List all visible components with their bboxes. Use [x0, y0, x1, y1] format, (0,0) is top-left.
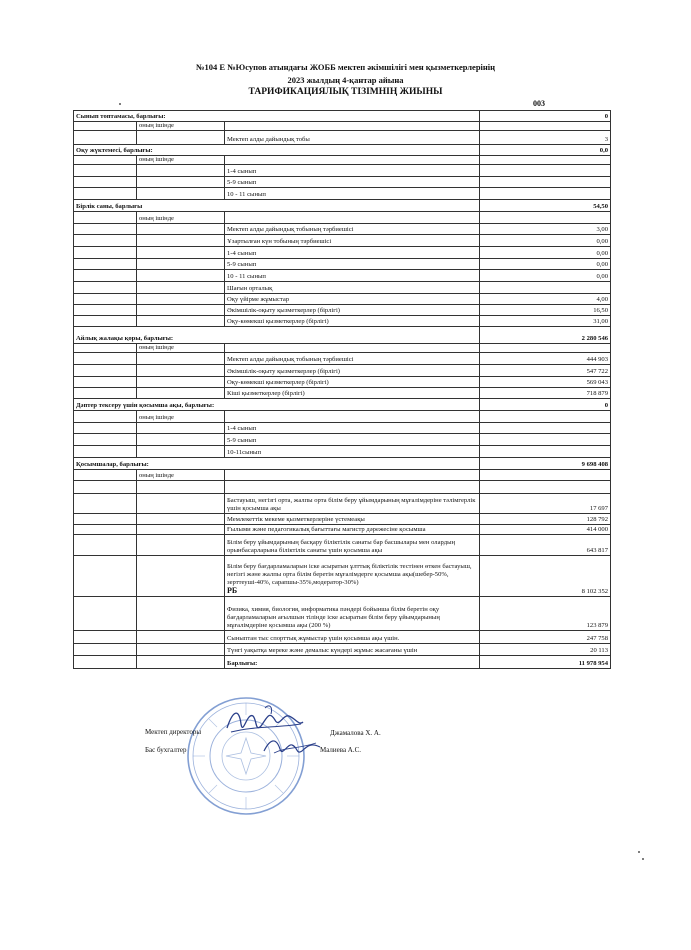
indent-cell: [137, 235, 225, 247]
row-label: [225, 481, 480, 494]
row-label-text: Мектеп алды дайындық тобы: [227, 136, 310, 143]
row-value: [480, 446, 611, 458]
table-row: [74, 165, 611, 177]
table-row: [74, 259, 611, 270]
table-row: [74, 644, 611, 656]
accountant-name: Малиева А.С.: [320, 746, 362, 754]
indent-cell: [137, 434, 225, 446]
row-label: [225, 165, 480, 177]
row-value: 123 879: [480, 597, 611, 631]
row-value: 8 102 352: [480, 556, 611, 597]
section-value: 9 698 408: [480, 458, 611, 470]
section-value: 0: [480, 111, 611, 122]
row-value: 0,00: [480, 247, 611, 259]
row-label: [225, 514, 480, 525]
table-row: [74, 631, 611, 644]
indent-cell: [137, 365, 225, 377]
subheader-row: [74, 122, 611, 131]
table-row: [74, 365, 611, 377]
subheader-row: [74, 156, 611, 165]
indent-cell: [74, 423, 137, 434]
table-row: [74, 514, 611, 525]
row-value: 718 879: [480, 388, 611, 399]
row-label-text: 10-11сынып: [227, 449, 261, 456]
row-value: 547 722: [480, 365, 611, 377]
indent-cell: [74, 177, 137, 188]
indent-cell: [137, 177, 225, 188]
indent-cell: [137, 525, 225, 535]
row-label-text: Білім беру ұйымдарының басқару біліктілік санаты бар басшылары мен олардың орынбасарларына біліктілік санаты үшін қосымша ақы: [227, 539, 456, 554]
total-label: Барлығы:: [225, 656, 480, 669]
indent-cell: [74, 294, 137, 305]
row-label-text: Әкімшілік-оқыту қызметкерлер (бірлігі): [227, 307, 340, 314]
document-title-line1: №104 Е №Юсупов атындағы ЖОББ мектеп әкімшілігі мен қызметкерлерінің: [195, 62, 496, 72]
section-row: [74, 145, 611, 156]
section-label: Қосымшалар, барлығы:: [74, 458, 480, 470]
indent-cell: [74, 156, 137, 165]
indent-cell: [74, 494, 137, 514]
indent-cell: [137, 656, 225, 669]
row-label: [225, 316, 480, 327]
indent-cell: [74, 247, 137, 259]
row-label-text: Физика, химия, биология, информатика пәндері бойынша білім беретін оқу бағдарламаларын ағылшын тілінде іске асыратын білім беру ұйымдарының мұғалімдеріне қосымша ақы (200 %): [227, 606, 440, 629]
row-value: 569 043: [480, 377, 611, 388]
table-row: [74, 131, 611, 145]
director-name: Джамалова Х. А.: [330, 729, 381, 737]
table-row: [74, 270, 611, 282]
row-label: [225, 224, 480, 235]
indent-cell: [137, 270, 225, 282]
table-row: [74, 305, 611, 316]
indent-cell: [74, 377, 137, 388]
row-value: 16,50: [480, 305, 611, 316]
indent-cell: [137, 556, 225, 597]
indent-cell: [74, 556, 137, 597]
row-label: [225, 131, 480, 145]
row-label-text: Оқу-көмекші қызметкерлер (бірлігі): [227, 318, 329, 325]
row-label: [225, 434, 480, 446]
row-label-text: 1-4 сынып: [227, 168, 257, 175]
empty-cell: [225, 156, 480, 165]
indent-cell: [74, 470, 137, 481]
indent-cell: [137, 305, 225, 316]
tariff-summary-body: [74, 111, 611, 669]
table-row: [74, 556, 611, 597]
row-label: [225, 177, 480, 188]
row-value: 444 903: [480, 353, 611, 365]
section-value: 2 280 546: [480, 327, 611, 344]
empty-cell: [480, 470, 611, 481]
indent-cell: [74, 188, 137, 200]
row-label-text: 10 - 11 сынып: [227, 273, 266, 280]
row-label: [225, 235, 480, 247]
row-label-text: Кіші қызметкерлер (бірлігі): [227, 390, 305, 397]
row-value: [480, 165, 611, 177]
section-row: [74, 458, 611, 470]
indent-cell: [74, 282, 137, 294]
table-row: [74, 446, 611, 458]
empty-cell: [480, 212, 611, 224]
row-label-text: 1-4 сынып: [227, 425, 257, 432]
document-code: 003: [533, 99, 545, 108]
indent-cell: [137, 446, 225, 458]
indent-cell: [74, 122, 137, 131]
empty-cell: [480, 411, 611, 423]
row-label: [225, 556, 480, 597]
row-value: 17 697: [480, 494, 611, 514]
indent-cell: [74, 270, 137, 282]
scan-speck: [642, 858, 644, 860]
table-row: [74, 188, 611, 200]
indent-cell: [137, 423, 225, 434]
empty-cell: [480, 156, 611, 165]
row-label: [225, 282, 480, 294]
document-title-line3: ТАРИФИКАЦИЯЛЫҚ ТІЗІМНІҢ ЖИЫНЫ: [248, 87, 443, 97]
indent-cell: [137, 597, 225, 631]
row-label-text: Түнгі уақытқа мереке және демалыс күндері жұмыс жасағаны үшін: [227, 647, 418, 654]
indent-cell: [137, 188, 225, 200]
row-label: [225, 188, 480, 200]
table-row: [74, 388, 611, 399]
row-value: [480, 434, 611, 446]
row-label-text: Бастауыш, негізгі орта, жалпы орта білім беру ұйымдарының мұғалімдеріне тәлімгерлік үшін қосымша ақы: [227, 497, 476, 512]
total-value: 11 978 954: [480, 656, 611, 669]
accountant-signature-icon: [262, 733, 322, 761]
table-row: [74, 434, 611, 446]
table-row: [74, 377, 611, 388]
section-label: Дәптер тексеру үшін қосымша ақы, барлығы:: [74, 399, 480, 411]
row-label-text: Мектеп алды дайындық тобының тәрбиешісі: [227, 356, 354, 363]
subheader-label: оның ішінде: [137, 344, 225, 353]
subheader-label: оның ішінде: [137, 122, 225, 131]
indent-cell: [74, 514, 137, 525]
indent-cell: [74, 305, 137, 316]
subheader-row: [74, 470, 611, 481]
table-row: [74, 316, 611, 327]
indent-cell: [74, 388, 137, 399]
row-label: [225, 353, 480, 365]
subheader-row: [74, 212, 611, 224]
row-label: [225, 365, 480, 377]
section-value: 0,0: [480, 145, 611, 156]
row-label-text: 5-9 сынып: [227, 179, 257, 186]
row-value: 0,00: [480, 270, 611, 282]
scan-speck: [119, 103, 121, 105]
row-label-text: Әкімшілік-оқыту қызметкерлер (бірлігі): [227, 368, 340, 375]
row-label-text: Ұзартылған күн тобының тәрбиешісі: [227, 238, 332, 245]
indent-cell: [74, 316, 137, 327]
indent-cell: [74, 481, 137, 494]
indent-cell: [74, 597, 137, 631]
section-label: Бірлік саны, барлығы: [74, 200, 480, 212]
row-label: [225, 377, 480, 388]
row-label-text: 5-9 сынып: [227, 261, 257, 268]
indent-cell: [74, 212, 137, 224]
row-label: [225, 535, 480, 556]
empty-cell: [480, 122, 611, 131]
row-value: 4,00: [480, 294, 611, 305]
indent-cell: [74, 353, 137, 365]
row-label-text: Сыныптан тыс спорттық жұмыстар үшін қосымша ақы үшін.: [227, 635, 400, 642]
indent-cell: [137, 224, 225, 235]
row-value: 3: [480, 131, 611, 145]
indent-cell: [74, 631, 137, 644]
empty-cell: [480, 344, 611, 353]
indent-cell: [74, 365, 137, 377]
indent-cell: [137, 316, 225, 327]
table-row: [74, 177, 611, 188]
row-label-text: Ғылыми және педагогикалық бағыттағы магистр дәрежесіне қосымша: [227, 526, 426, 533]
row-label: [225, 388, 480, 399]
empty-cell: [225, 470, 480, 481]
indent-cell: [137, 247, 225, 259]
indent-cell: [74, 344, 137, 353]
subheader-label: оның ішінде: [137, 156, 225, 165]
indent-cell: [137, 131, 225, 145]
row-value: 128 792: [480, 514, 611, 525]
row-value: 3,00: [480, 224, 611, 235]
row-label: [225, 270, 480, 282]
row-label: [225, 631, 480, 644]
row-label: [225, 525, 480, 535]
indent-cell: [74, 131, 137, 145]
table-row: [74, 597, 611, 631]
table-row: [74, 525, 611, 535]
indent-cell: [137, 514, 225, 525]
indent-cell: [74, 165, 137, 177]
row-label-text: Оқу-көмекші қызметкерлер (бірлігі): [227, 379, 329, 386]
table-row: [74, 282, 611, 294]
indent-cell: [137, 494, 225, 514]
section-row: [74, 327, 611, 344]
section-row: [74, 200, 611, 212]
row-label: [225, 446, 480, 458]
section-row: [74, 111, 611, 122]
row-value: 247 758: [480, 631, 611, 644]
row-label: [225, 247, 480, 259]
indent-cell: [137, 644, 225, 656]
row-value: 20 113: [480, 644, 611, 656]
indent-cell: [74, 446, 137, 458]
table-row: [74, 224, 611, 235]
row-value: [480, 481, 611, 494]
document-title-line2: 2023 жылдың 4-қантар айына: [287, 75, 404, 85]
subheader-label: оның ішінде: [137, 212, 225, 224]
indent-cell: [137, 481, 225, 494]
row-label-text: 1-4 сынып: [227, 250, 257, 257]
row-label: [225, 423, 480, 434]
subheader-row: [74, 344, 611, 353]
table-row: [74, 423, 611, 434]
indent-cell: [137, 353, 225, 365]
indent-cell: [74, 656, 137, 669]
indent-cell: [137, 259, 225, 270]
indent-cell: [137, 535, 225, 556]
table-row: [74, 481, 611, 494]
empty-cell: [225, 122, 480, 131]
subheader-label: оның ішінде: [137, 470, 225, 481]
section-label: Сынып топтамасы, барлығы:: [74, 111, 480, 122]
row-label-text: Мемлекеттік мекеме қызметкерлеріне үстемеақы: [227, 516, 365, 523]
row-label-text: Білім беру бағдарламаларын іске асыратын ұлттық біліктілік тестінен өткен бастауыш, негізгі және жалпы орта білім беретін мұғалімдерге қосымша ақы(шебер-50%, зерттеуші-40%, сарапшы-35%,модератор-30%): [227, 563, 472, 586]
row-label-text: Шағын орталық: [227, 285, 273, 292]
indent-cell: [74, 525, 137, 535]
row-value: 0,00: [480, 259, 611, 270]
section-label: Айлық жалақы қоры, барлығы:: [74, 327, 480, 344]
indent-cell: [74, 259, 137, 270]
empty-cell: [225, 212, 480, 224]
table-row: [74, 294, 611, 305]
indent-cell: [137, 631, 225, 644]
row-value: 643 817: [480, 535, 611, 556]
row-label: [225, 494, 480, 514]
row-label: [225, 294, 480, 305]
indent-cell: [137, 294, 225, 305]
row-value: [480, 423, 611, 434]
row-value: 31,00: [480, 316, 611, 327]
subheader-label: оның ішінде: [137, 411, 225, 423]
total-row: [74, 656, 611, 669]
row-label: [225, 597, 480, 631]
section-value: 54,50: [480, 200, 611, 212]
empty-cell: [225, 411, 480, 423]
table-row: [74, 535, 611, 556]
row-value: [480, 282, 611, 294]
section-label: Оқу жүктемесі, барлығы:: [74, 145, 480, 156]
row-value: [480, 177, 611, 188]
indent-cell: [74, 235, 137, 247]
row-value: 414 000: [480, 525, 611, 535]
row-label: [225, 259, 480, 270]
row-label-text: Мектеп алды дайындық тобының тәрбиешісі: [227, 226, 354, 233]
row-label-text: Оқу үйірме жұмыстар: [227, 296, 290, 303]
row-label-note: РБ: [227, 586, 238, 595]
row-value: [480, 188, 611, 200]
empty-cell: [225, 344, 480, 353]
indent-cell: [74, 535, 137, 556]
section-row: [74, 399, 611, 411]
row-value: 0,00: [480, 235, 611, 247]
indent-cell: [74, 644, 137, 656]
indent-cell: [137, 282, 225, 294]
indent-cell: [137, 388, 225, 399]
row-label: [225, 305, 480, 316]
indent-cell: [137, 377, 225, 388]
table-row: [74, 494, 611, 514]
director-title: Мектеп директоры: [145, 728, 202, 736]
section-value: 0: [480, 399, 611, 411]
indent-cell: [74, 411, 137, 423]
row-label-text: 10 - 11 сынып: [227, 191, 266, 198]
table-row: [74, 247, 611, 259]
tariff-summary-table: [73, 110, 611, 669]
indent-cell: [74, 434, 137, 446]
indent-cell: [74, 224, 137, 235]
accountant-title: Бас бухгалтер: [145, 746, 187, 754]
row-label: [225, 644, 480, 656]
scan-speck: [638, 851, 640, 853]
table-row: [74, 235, 611, 247]
subheader-row: [74, 411, 611, 423]
table-row: [74, 353, 611, 365]
row-label-text: 5-9 сынып: [227, 437, 257, 444]
indent-cell: [137, 165, 225, 177]
